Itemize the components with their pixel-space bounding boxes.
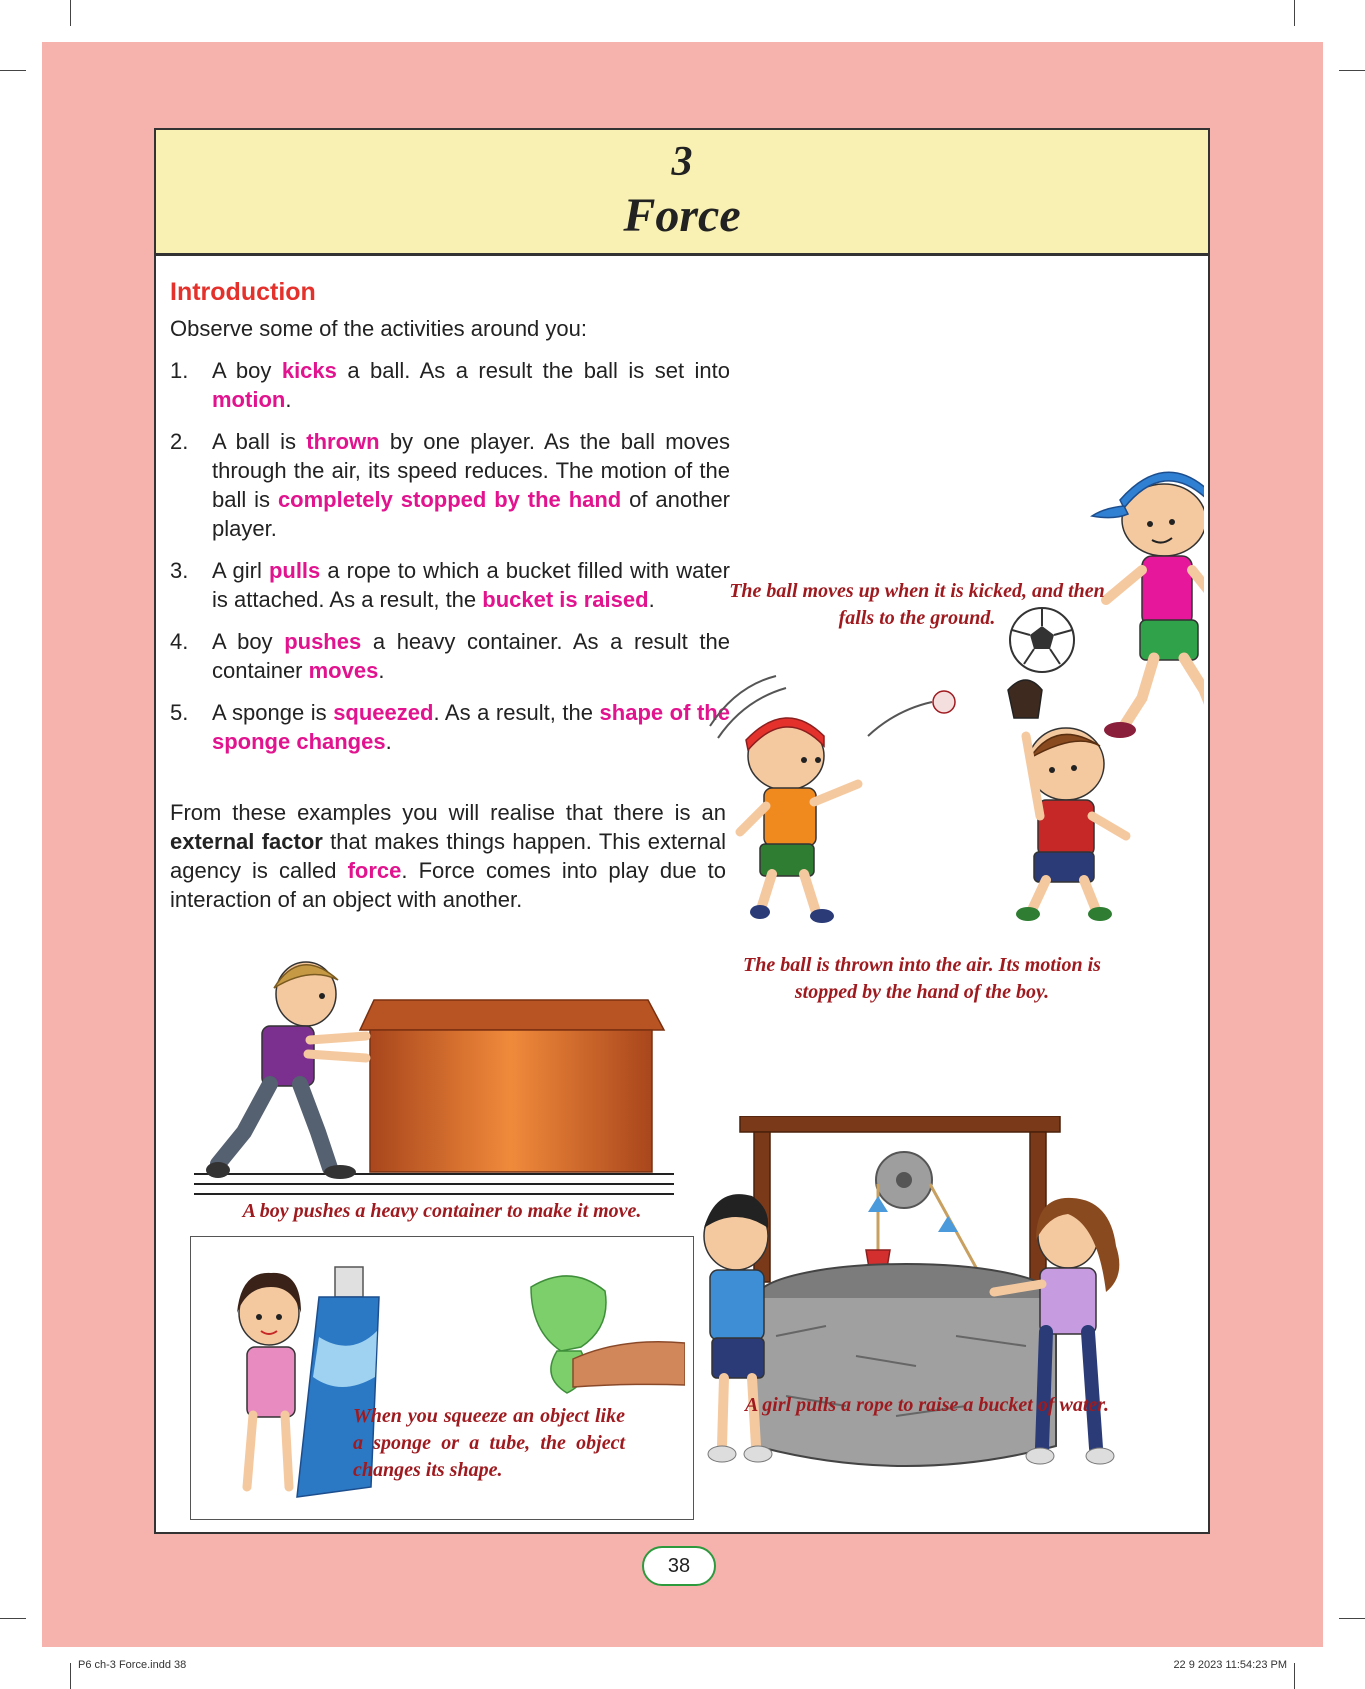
item-text: . xyxy=(648,587,655,612)
closing-paragraph xyxy=(170,798,726,914)
throw-caption: The ball is thrown into the air. Its motion is stopped by the hand of the boy. xyxy=(743,954,1101,1003)
highlighted-term: shape of the sponge changes xyxy=(212,700,730,754)
item-number: 5. xyxy=(170,700,189,725)
crop-mark xyxy=(1294,0,1295,26)
item-text: A boy xyxy=(212,358,282,383)
item-text: by one player. As the ball moves through the air, its speed reduces. The motion of the ball is xyxy=(212,429,730,512)
chapter-title-box xyxy=(156,130,1208,256)
content-frame xyxy=(154,128,1210,1534)
girl-pulling-bucket-from-well-illustration xyxy=(696,1116,1160,1526)
item-number: 1. xyxy=(170,358,189,383)
highlighted-term: motion xyxy=(212,387,286,412)
slug-left: P6 ch-3 Force.indd 38 xyxy=(78,1659,187,1671)
highlighted-term: bucket is raised xyxy=(482,587,649,612)
squeeze-illustration-box xyxy=(190,1236,694,1520)
item-number: 3. xyxy=(170,558,189,583)
crop-mark xyxy=(1339,70,1365,71)
item-text: . xyxy=(385,729,392,754)
item-text: a ball. As a result the ball is set into xyxy=(336,358,730,383)
item-text: . As a result, the xyxy=(433,700,600,725)
push-caption: A boy pushes a heavy container to make it move. xyxy=(242,1200,642,1222)
item-text: A girl xyxy=(212,558,269,583)
page-number: 38 xyxy=(642,1546,716,1586)
paragraph-text: From these examples you will realise that there is an xyxy=(170,800,726,825)
item-text: a rope to which a bucket filled with water is attached. As a result, the xyxy=(212,558,730,612)
paragraph-text: . Force comes into play due to interaction of an object with another. xyxy=(170,858,727,912)
well-caption: A girl pulls a rope to raise a bucket of water. xyxy=(745,1394,1109,1416)
activity-item xyxy=(170,427,730,543)
item-number: 2. xyxy=(170,429,189,454)
item-number: 4. xyxy=(170,629,189,654)
item-text: . xyxy=(285,387,292,412)
item-text: A sponge is xyxy=(212,700,334,725)
crop-mark xyxy=(0,1618,26,1619)
lead-text: Observe some of the activities around you: xyxy=(170,316,587,341)
bold-term: external factor xyxy=(170,829,323,854)
crop-mark xyxy=(1339,1618,1365,1619)
activity-item xyxy=(170,698,730,756)
highlighted-term: completely stopped by the hand xyxy=(277,487,622,512)
item-text: A boy xyxy=(212,629,285,654)
highlighted-term: force xyxy=(347,858,402,883)
chapter-title: Force xyxy=(623,189,741,242)
kick-caption: The ball moves up when it is kicked, and then falls to the ground. xyxy=(729,580,1105,629)
crop-mark xyxy=(70,0,71,26)
activity-list xyxy=(170,356,730,769)
item-text: . xyxy=(378,658,385,683)
highlighted-term: thrown xyxy=(306,429,380,454)
item-text: of another player. xyxy=(212,487,731,541)
activity-item xyxy=(170,627,730,685)
chapter-number: 3 xyxy=(671,139,693,185)
highlighted-term: moves xyxy=(308,658,379,683)
crop-mark xyxy=(70,1663,71,1689)
crop-mark xyxy=(0,70,26,71)
boy-pushing-container-illustration xyxy=(190,936,674,1196)
highlighted-term: pushes xyxy=(284,629,362,654)
slug-right: 22 9 2023 11:54:23 PM xyxy=(1173,1659,1287,1671)
squeeze-caption: When you squeeze an object like a sponge or a tube, the object changes its shape. xyxy=(353,1405,625,1481)
highlighted-term: kicks xyxy=(281,358,337,383)
section-heading: Introduction xyxy=(170,278,316,306)
boys-throwing-ball-illustration xyxy=(696,666,1156,926)
crop-mark xyxy=(1294,1663,1295,1689)
item-text: A ball is xyxy=(212,429,307,454)
highlighted-term: pulls xyxy=(268,558,321,583)
activity-item xyxy=(170,356,730,414)
paragraph-text: that makes things happen. This external agency is called xyxy=(170,829,726,883)
highlighted-term: squeezed xyxy=(333,700,434,725)
activity-item xyxy=(170,556,730,614)
item-text: a heavy container. As a result the container xyxy=(212,629,730,683)
